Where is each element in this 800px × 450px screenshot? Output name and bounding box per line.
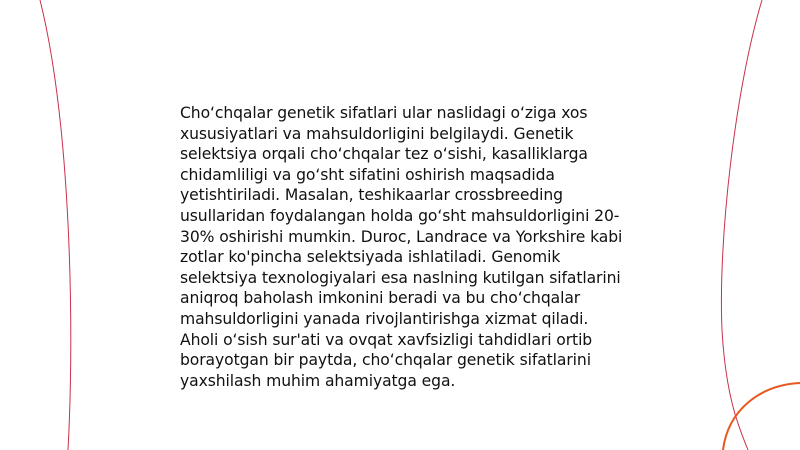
body-paragraph: Cho‘chqalar genetik sifatlari ular naslidagi o‘ziga xos xususiyatlari va mahsuldorligini belgilaydi. Genetik selektsiya orqali cho‘chqalar tez o‘sishi, kasalliklarga chidamliligi va go‘sht sifatini oshirish maqsadida yetishtiriladi. Masalan, teshikaarlar crossbreeding usullaridan foydalangan holda go‘sht mahsuldorligini 20-30% oshirishi mumkin. Duroc, Landrace va Yorkshire kabi zotlar ko'pincha selektsiyada ishlatiladi. Genomik selektsiya texnologiyalari esa naslning kutilgan sifatlarini aniqroq baholash imkonini beradi va bu cho‘chqalar mahsuldorligini yanada rivojlantirishga xizmat qiladi. Aholi o‘sish sur'ati va ovqat xavfsizligi tahdidlari ortib borayotgan bir paytda, cho‘chqalar genetik sifatlarini yaxshilash muhim ahamiyatga ega.	[180, 104, 623, 390]
right-curve-line	[721, 0, 762, 450]
left-curve-line	[40, 0, 71, 450]
orange-arc	[723, 383, 800, 450]
